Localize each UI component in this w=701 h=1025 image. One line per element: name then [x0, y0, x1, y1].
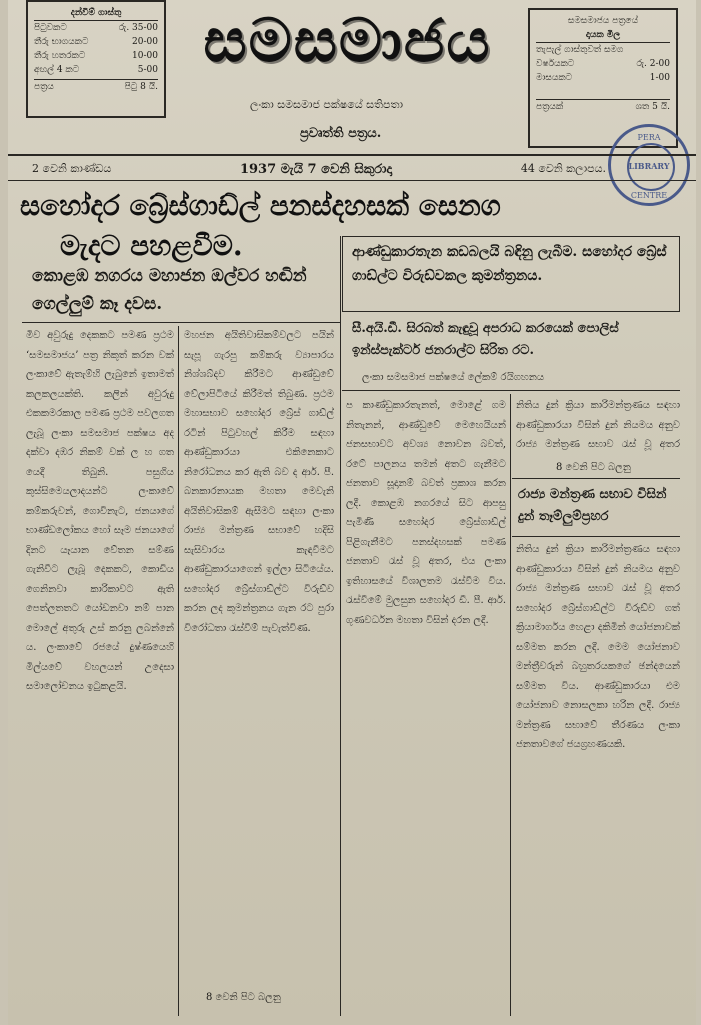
dateline [8, 162, 696, 177]
right-subheading: ආණ්ඩුකාරතැන කඩබලයි බඳිනු ලැබීම. සහෝදර බ්‍රේස් ගාඩ්ල්ට විරුඩ්වකල කුමන්ත්‍රනය. [352, 244, 667, 284]
article-column-1: මිව අවුරුදු දෙකකට පමණ ප්‍රථම ‘සමසමාජය’ පත්‍ර නිකුත් කරන වක් ලංකාවේ ඇතැම්හි ලැබුනේ ඉතාමත් කලකලයක්ති. කලින් අවුරුදු එකකමරකාල පමණ ප්‍රථම පවලගත ලැබූ ලංකා සමසමාජ පක්ෂය අද දක්වා දඹර නිකම් වක් ල හ ගත යෙදී තිබුනි. පසුගිය කුස්සිමෙයලාදයන්ට ලංකාවේ කම්කරුවන්, ගොවිනැට, ජනයාගේ භාණ්ඩලෝකය හෝ සෑම ජනයාගේ දිනට යෑයාන වේතන සම්ණ ගැනිවීට ලැබූ දෙකකට, කොඩිය ගෙනිනවා කාරිකාවට ඇති පෙත්ලතතට යෝඩනවා නම් පාන මොලේ අතුරු උස් කරනු ලබන්නේ ය. ලංකාවේ රජයේ දුෂ්ණයෙහි මිල්යවේ වහලයන් උදෙසා සමාලෝචනය ඉටුකළයි. [26, 330, 174, 692]
subscription-title: සමසමාජය පත්‍රයේ [567, 16, 639, 26]
column-divider [340, 236, 341, 1016]
continued-notice-right: 8 වෙනි පිට බලනු [556, 462, 631, 473]
minister-story-rule [512, 478, 680, 479]
column-divider [510, 394, 511, 1016]
rate-row: අඟල් 4 කට 5-00 [34, 65, 158, 75]
left-subheading: කොළඹ නගරය මහාජන ඔල්වර හඬින් ගෙල්ලුම් කෑ දවස. [32, 266, 307, 314]
minister-heading-rule [512, 536, 680, 537]
rate-row: තීරු භාගයකට 20-00 [34, 37, 158, 47]
left-subhead-rule [22, 322, 340, 323]
article-column-3: ප කාණ්ඩුකාරතැනත්, මොළේ ගම නිතැනන්, ආණ්ඩුවේ මෙහෙයියන් ජනසභාවට අවශ්‍ය නොවන බවත්, රටේ පාලනය තමන් අතට ගැනීමට ජනතාව සූදානම් බවත් ප්‍රකාශ කරන ලදී. කොළඹ නගරයේ සිට ආපසු පැමිණි සහෝදර බ්‍රේස්ගාඩ්ල් පිළිගැනීමට පනස්දහසක් පමණ ජනතාව රැස් වූ අතර, එය ලංකා ඉතිහාසයේ විශාලතම රැස්වීම විය. රැස්වීමේ මුලසුන සහෝදර ඩී. පී. ආර්. ගුණවර්ධන මහතා විසින් දරන ලදී. [346, 400, 506, 626]
issue-number: 44 වෙනි කලාපය. [520, 162, 606, 175]
stamp-text: CENTRE [630, 191, 668, 200]
advertising-rates-box [26, 0, 166, 118]
volume-label: 2 වෙනි කාණ්ඩය [32, 162, 112, 175]
issue-date: 1937 මැයි 7 වෙනි සිකුරාදා [239, 162, 393, 177]
masthead-subtitle-2: ප්‍රවෘත්ති පත්‍රය. [300, 126, 382, 141]
rate-row: පිටුවකට රු. 35-00 [34, 23, 158, 33]
continued-notice-left: 8 වෙනි පිට බලනු [206, 992, 281, 1003]
headline-line-2: මැදට පහළවීම. [60, 229, 243, 262]
subscription-row: වර්ෂයකට රු. 2-00 [536, 59, 670, 69]
stamp-text: LIBRARY [628, 161, 670, 171]
subscription-row: මාසයකට 1-00 [536, 73, 670, 83]
pages-row: පත්‍රය පිටු 8 යි. [34, 79, 158, 94]
stamp-text: PERA [637, 133, 661, 142]
masthead-rule [8, 154, 696, 156]
rate-row: තීරු හතරකට 10-00 [34, 51, 158, 61]
column-divider [178, 326, 179, 1016]
right-byline: ලංකා සමසමාජ පක්ෂයේ ලේකම් රයිගහනය [362, 372, 545, 383]
subscription-row: තැපැල් ගාස්තුවත් සමග [536, 45, 624, 55]
headline-line-1: සහෝදර බ්‍රේස්ගාඩ්ල් පනස්දහසක් සෙනග [20, 189, 501, 222]
subscription-subtitle: දායක මිල [536, 28, 670, 43]
article-column-2: මහජන අයිතිවාසිකම්වලට පයින් සැපූ ගැරපු කම්කරු ව්‍යාපාරය නිශ්ශබ්දව කිරීමට ආණ්ඩුවේ වේලාපිටියේ කිරීමත් තිබුණ. ප්‍රථම මහාසභාව සහෝදර බ්‍රේස් ගාඩ්ල් රටින් පිටුවහල් කිරීම සඳහා ආණ්ඩුකාරයා එකිනෙකාට නිරෝධනය කර ඇති බව ද ආර්. පී. බනකාරනායක මහතා මෙවැනි අයිතිවාසිකම් ඇසීමට සඳහා ලංකා රාජ්‍ය මන්ත්‍රණ සභාවේ හදිසි සැසිවාරය කැඳවීමට ආණ්ඩුකාරයාගෙන් ඉල්ලා සිටියේය. සහෝදර බ්‍රේස්ගාඩ්ල්ට විරුඩ්ව කරන ලද කුමන්ත්‍රනය ගැන රට පුරා විරෝධතා රැස්වීම් පැවැත්විණ. [184, 330, 334, 634]
advertising-rates-title: දන්වීම් ගාස්තු [34, 6, 158, 21]
dateline-rule [8, 180, 696, 181]
right-subheading-2: සී.අයි.ඩී. සිරබත් කැඳුවූ අපරාධ කරයෙක් පොලිස් ඉන්ස්පැක්ටර් ජනරාල්ට සිරිත රට. [352, 321, 619, 358]
article-column-4: නිතිය දුන් ක්‍රියා කාරිමන්ත්‍රණය සඳහා ආණ්ඩුකාරයා විසින් දුන් නියමය අනුව රාජ්‍ය මන්ත්‍රණ සභාව රැස් වූ අතර [516, 400, 680, 450]
masthead-title: සමසමාජය [203, 6, 492, 76]
masthead-subtitle: ලංකා සමසමාජ පක්ෂයේ සතිපතා [250, 98, 403, 111]
price-row: පත්‍රයක් ශත 5 යි. [536, 99, 670, 114]
minister-story-heading: රාජ්‍ය මන්ත්‍රණ සභාව විසින් දුන් තෑම්ලුම්ප්‍රහර [518, 487, 667, 524]
article-column-4-continued: නිතිය දුන් ක්‍රියා කාරිමන්ත්‍රණය සඳහා ආණ්ඩුකාරයා විසින් දුන් නියමය අනුව රාජ්‍ය මන්ත්‍රණ සභාව රැස් වූ අතර සහෝදර බ්‍රේස්ගාඩ්ල්ට විරුඩ්ව ගත් ක්‍රියාමාර්ගය හෙළා දකිමින් යෝජනාවක් සම්මත කරන ලදී. මෙම යෝජනාව මන්ත්‍රීවරුන් බහුතරයකගේ ඡන්දයෙන් සම්මත විය. ආණ්ඩුකාරයා එම යෝජනාව නොසලකා හරින ලදී. රාජ්‍ය මන්ත්‍රණ සභාවේ තීරණය ලංකා ජනතාවගේ ජයග්‍රහණයකි. [516, 544, 680, 750]
right-byline-rule [342, 390, 680, 391]
